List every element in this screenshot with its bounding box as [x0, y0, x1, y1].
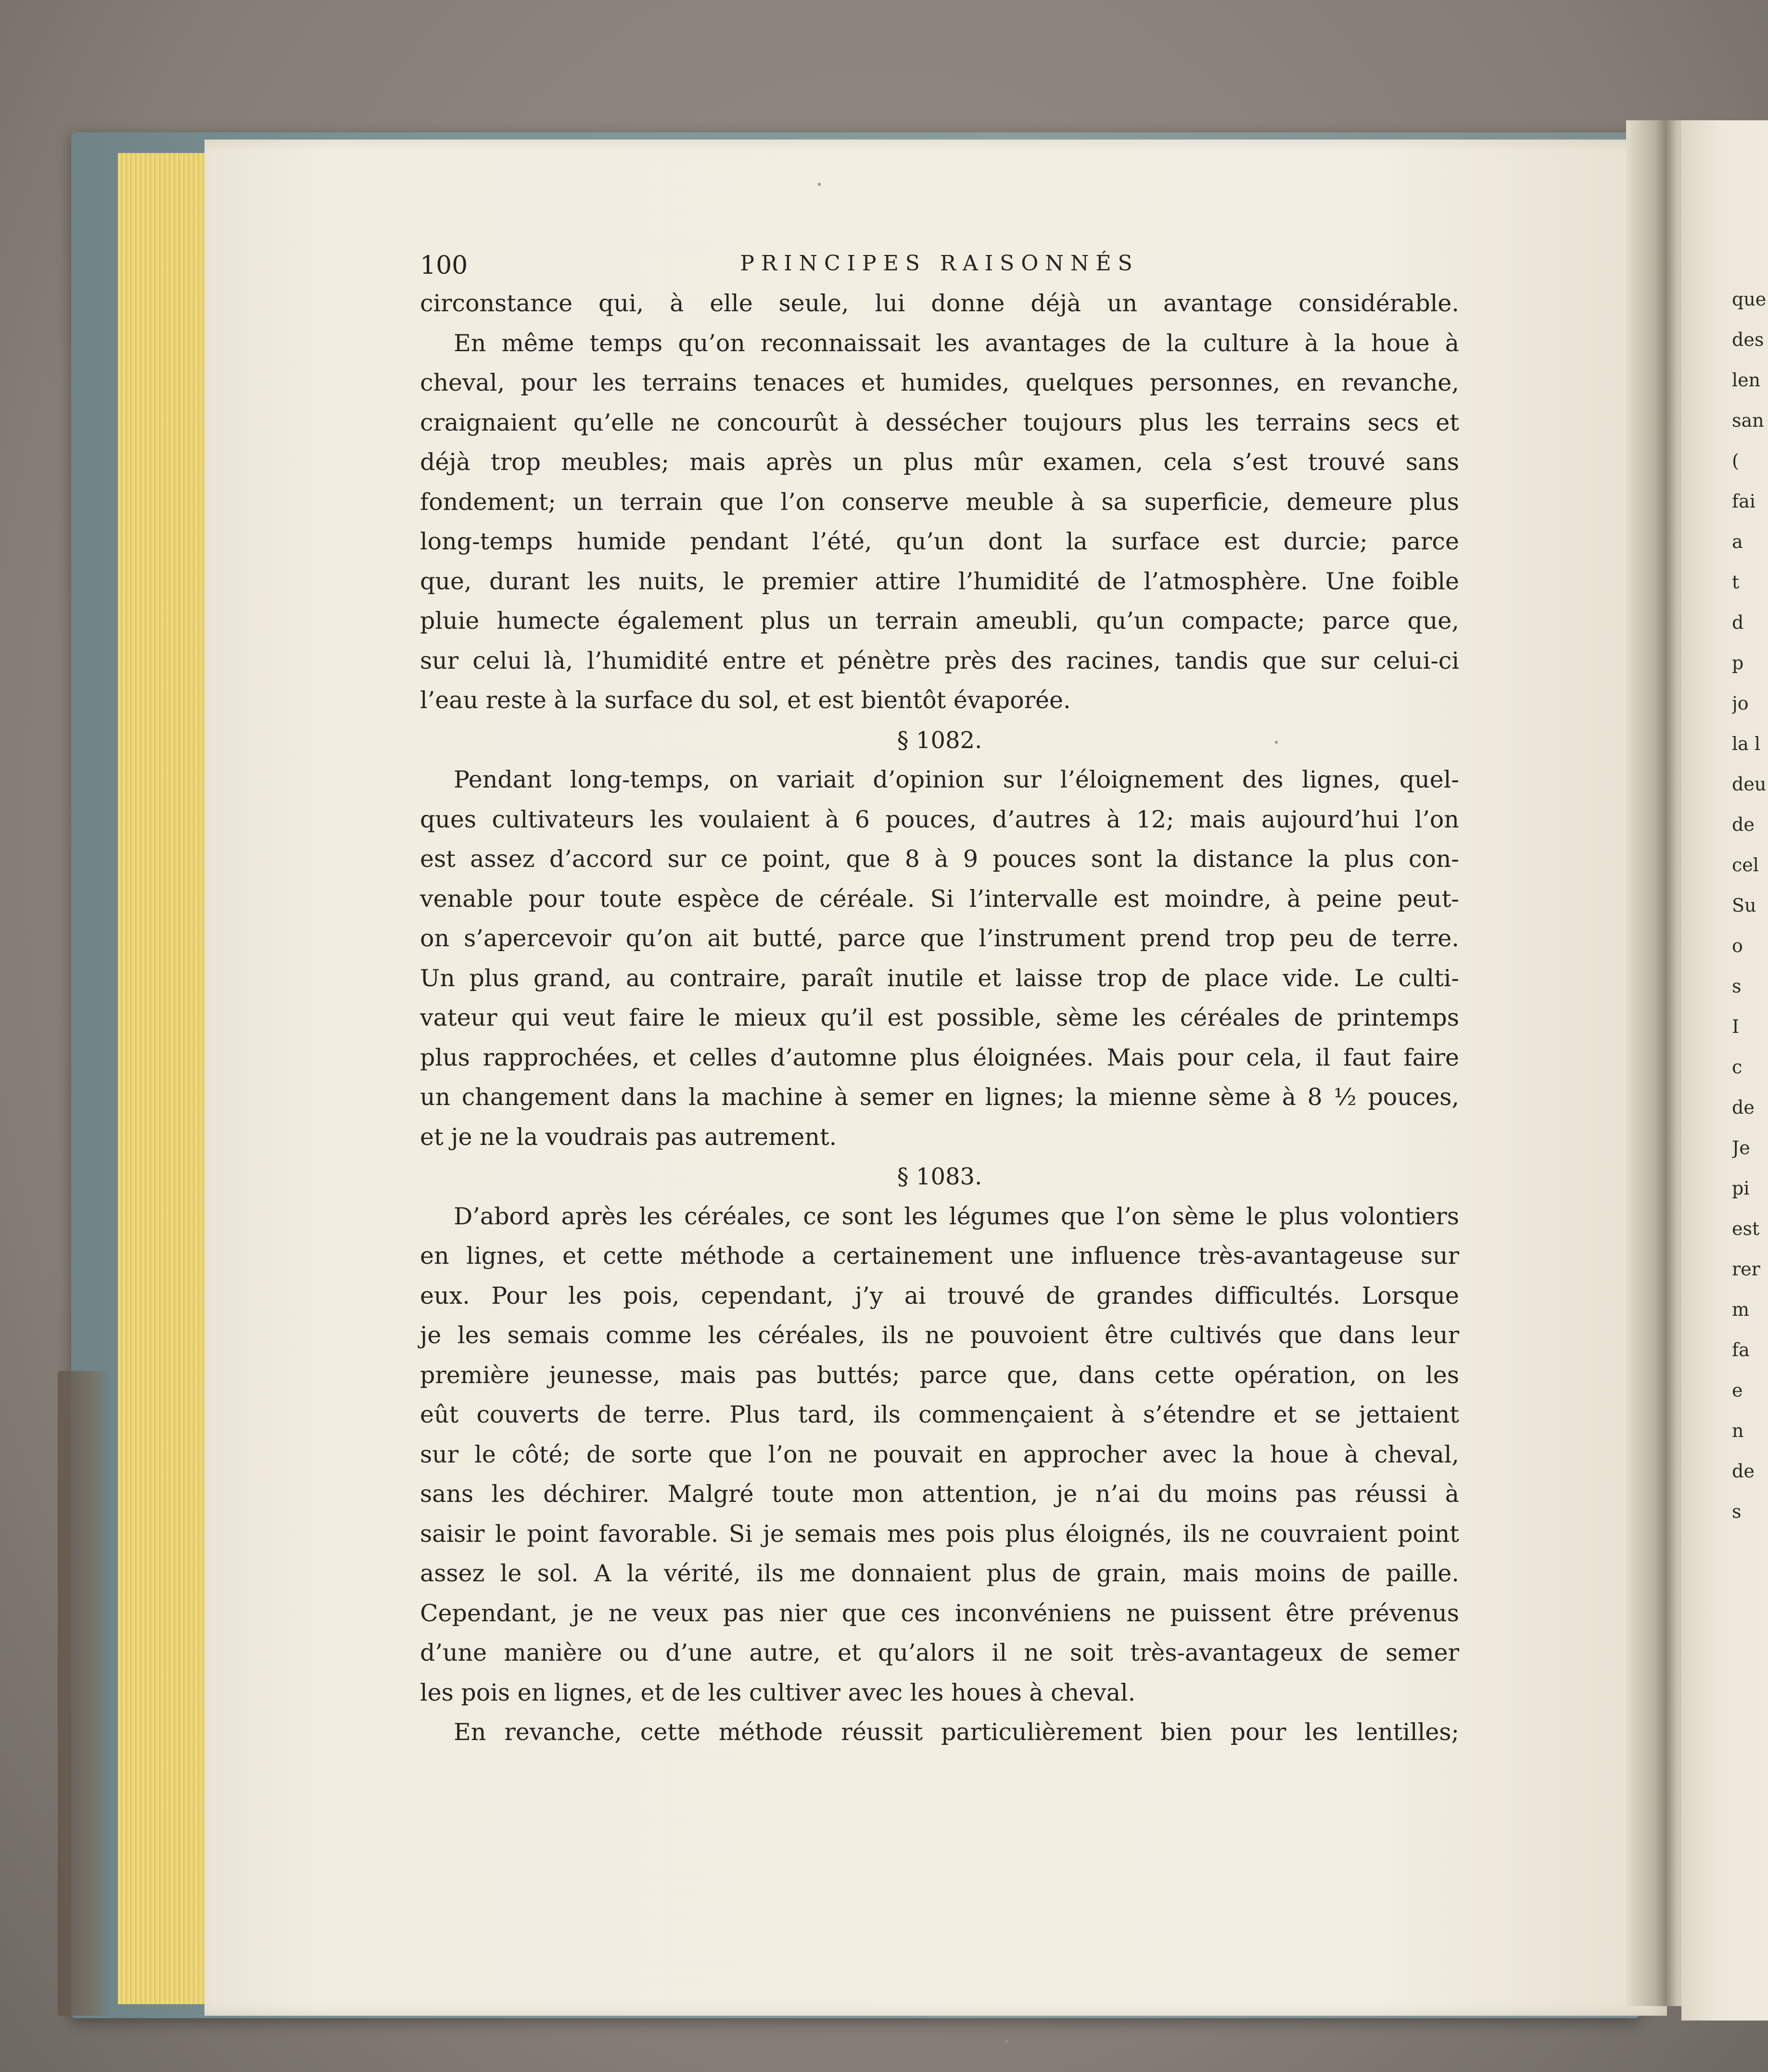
right-page-fragment: pi — [1732, 1178, 1750, 1199]
text-line: craignaient qu’elle ne concourût à dessécher toujours plus les terrains secs et — [420, 408, 1459, 436]
text-line: eux. Pour les pois, cependant, j’y ai trouvé de grandes difficultés. Lorsque — [420, 1282, 1459, 1309]
cover-wear — [58, 1371, 111, 2016]
text-line: l’eau reste à la surface du sol, et est bientôt évaporée. — [420, 686, 1071, 714]
right-page-fragment: rer — [1732, 1258, 1760, 1280]
text-line: En revanche, cette méthode réussit particulièrement bien pour les lentilles; — [454, 1718, 1459, 1746]
text-line: est assez d’accord sur ce point, que 8 à 9 pouces sont la distance la plus con- — [420, 845, 1459, 873]
right-page-fragment: de — [1732, 814, 1755, 835]
right-page-fragment: I — [1732, 1016, 1740, 1037]
right-page-fragment: jo — [1732, 693, 1749, 714]
page-text-block — [420, 241, 1459, 1753]
text-line: Pendant long-temps, on variait d’opinion sur l’éloignement des lignes, quel- — [454, 766, 1459, 793]
text-line: que, durant les nuits, le premier attire l’humidité de l’atmosphère. Une foible — [420, 567, 1459, 595]
running-title: PRINCIPES RAISONNÉS — [740, 251, 1139, 276]
text-line: sur celui là, l’humidité entre et pénètre près des racines, tandis que sur celui-ci — [420, 647, 1459, 674]
right-page-fragment: la l — [1732, 733, 1761, 754]
gilt-page-edges — [118, 153, 210, 2004]
right-page-fragment: d — [1732, 612, 1744, 633]
right-page-fragment: m — [1732, 1299, 1750, 1320]
right-page-fragment: fai — [1732, 491, 1755, 512]
right-page-text-fragments — [1732, 279, 1768, 1532]
text-line: et je ne la voudrais pas autrement. — [420, 1123, 837, 1151]
text-line: eût couverts de terre. Plus tard, ils commençaient à s’étendre et se jettaient — [420, 1401, 1459, 1428]
text-line: Un plus grand, au contraire, paraît inutile et laisse trop de place vide. Le culti- — [420, 964, 1459, 992]
right-page-fragment: san — [1732, 410, 1764, 431]
text-line: première jeunesse, mais pas buttés; parce que, dans cette opération, on les — [420, 1361, 1459, 1389]
right-page-fragment: deu — [1732, 774, 1767, 795]
right-page-fragment: cel — [1732, 854, 1759, 876]
right-page-fragment: est — [1732, 1218, 1760, 1239]
right-page-fragment: s — [1732, 976, 1742, 997]
text-line: fondement; un terrain que l’on conserve meuble à sa superficie, demeure plus — [420, 488, 1459, 516]
right-page-fragment: a — [1732, 531, 1743, 552]
page-number: 100 — [420, 251, 468, 280]
right-page-fragment: des — [1732, 329, 1764, 350]
text-line: cheval, pour les terrains tenaces et humides, quelques personnes, en revanche, — [420, 369, 1459, 396]
right-page-fragment: c — [1732, 1056, 1743, 1078]
text-line: les pois en lignes, et de les cultiver avec les houes à cheval. — [420, 1678, 1136, 1706]
text-line: plus rapprochées, et celles d’automne plus éloignées. Mais pour cela, il faut faire — [420, 1043, 1459, 1071]
text-line: je les semais comme les céréales, ils ne pouvoient être cultivés que dans leur — [420, 1322, 1459, 1349]
text-line: vateur qui veut faire le mieux qu’il est possible, sème les céréales de printemps — [420, 1004, 1459, 1031]
section-heading: § 1083. — [897, 1163, 982, 1190]
text-line: sur le côté; de sorte que l’on ne pouvait en approcher avec la houe à cheval, — [420, 1440, 1459, 1468]
right-page-fragment: t — [1732, 572, 1740, 593]
text-line: D’abord après les céréales, ce sont les légumes que l’on sème le plus volontiers — [454, 1202, 1459, 1230]
text-line: déjà trop meubles; mais après un plus mûr examen, cela s’est trouvé sans — [420, 448, 1459, 476]
text-line: on s’apercevoir qu’on ait butté, parce que l’instrument prend trop peu de terre. — [420, 925, 1459, 952]
right-page-fragment: len — [1732, 369, 1761, 391]
text-line: assez le sol. A la vérité, ils me donnaient plus de grain, mais moins de paille. — [420, 1560, 1459, 1587]
text-line: pluie humecte également plus un terrain ameubli, qu’un compacte; parce que, — [420, 607, 1459, 635]
text-line: saisir le point favorable. Si je semais mes pois plus éloignés, ils ne couvraient point — [420, 1520, 1459, 1548]
right-page-fragment: Je — [1732, 1137, 1750, 1158]
text-line: venable pour toute espèce de céréale. Si l’intervalle est moindre, à peine peut- — [420, 885, 1459, 913]
right-page-fragment: de — [1732, 1461, 1755, 1482]
text-line: Cependant, je ne veux pas nier que ces inconvéniens ne puissent être prévenus — [420, 1599, 1459, 1627]
text-line: En même temps qu’on reconnaissait les avantages de la culture à la houe à — [454, 329, 1459, 357]
text-line: un changement dans la machine à semer en lignes; la mienne sème à 8 ½ pouces, — [420, 1083, 1459, 1111]
text-line: en lignes, et cette méthode a certainement une influence très-avantageuse sur — [420, 1242, 1459, 1270]
paper-speck — [1005, 2040, 1008, 2043]
right-page-fragment: de — [1732, 1097, 1755, 1118]
right-page-fragment: Su — [1732, 895, 1756, 916]
paper-speck — [818, 183, 821, 186]
right-page-fragment: fa — [1732, 1339, 1750, 1360]
text-line: sans les déchirer. Malgré toute mon attention, je n’ai du moins pas réussi à — [420, 1480, 1459, 1508]
right-page-fragment: ( — [1732, 450, 1739, 471]
text-line: ques cultivateurs les voulaient à 6 pouces, d’autres à 12; mais aujourd’hui l’on — [420, 805, 1459, 833]
running-head — [420, 241, 1459, 284]
right-page-fragment: que — [1732, 289, 1767, 310]
right-page-fragment: e — [1732, 1380, 1743, 1401]
text-line: d’une manière ou d’une autre, et qu’alors il ne soit très-avantageux de semer — [420, 1639, 1459, 1666]
text-line: long-temps humide pendant l’été, qu’un dont la surface est durcie; parce — [420, 528, 1459, 555]
right-page-fragment: o — [1732, 935, 1743, 956]
section-heading: § 1082. — [897, 726, 982, 754]
body-text — [420, 284, 1459, 1753]
right-page-fragment: p — [1732, 652, 1744, 674]
right-page-fragment: n — [1732, 1420, 1744, 1441]
right-page-fragment: s — [1732, 1501, 1742, 1522]
text-line: circonstance qui, à elle seule, lui donne déjà un avantage considérable. — [420, 290, 1459, 317]
